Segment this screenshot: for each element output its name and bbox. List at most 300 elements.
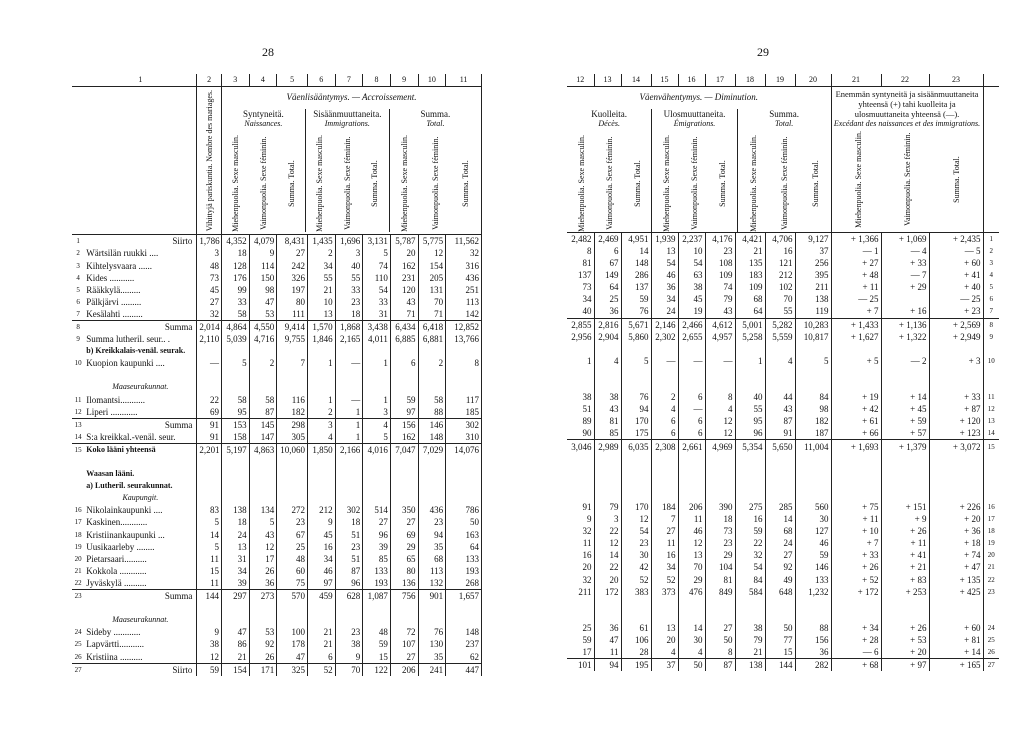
value-cell xyxy=(446,480,482,492)
value-cell: — 2 xyxy=(881,355,929,367)
table-row xyxy=(567,355,999,367)
value-cell: 20 xyxy=(651,634,678,646)
value-cell: 53 xyxy=(249,626,277,638)
value-cell: 3 xyxy=(363,406,391,419)
value-cell: 237 xyxy=(446,638,482,650)
table-row xyxy=(567,318,999,331)
table-row xyxy=(567,367,999,379)
value-cell: 5,671 xyxy=(621,318,651,331)
table-row xyxy=(567,403,999,415)
value-cell: + 28 xyxy=(831,634,881,646)
row-label: Pietarsaari.......... xyxy=(84,553,197,565)
value-cell: 70 xyxy=(335,663,363,676)
value-cell xyxy=(390,345,418,357)
value-cell xyxy=(765,379,795,391)
value-cell: 1,696 xyxy=(335,235,363,248)
value-cell: 1,232 xyxy=(795,586,831,598)
value-cell: + 45 xyxy=(881,403,929,415)
row-label xyxy=(84,456,197,468)
row-label: Siirto xyxy=(84,235,197,248)
total-group: Summa. Total. Miehenpuolia. Sexe masculin. Vaimonpuolia. Sexe féminin. Summa. Total. xyxy=(400,109,471,232)
value-cell: 2,201 xyxy=(197,443,222,456)
value-cell: 70 xyxy=(418,296,446,308)
table-row xyxy=(567,610,999,622)
value-cell xyxy=(567,367,594,379)
value-cell: 29 xyxy=(705,549,735,561)
value-cell: + 2,949 xyxy=(929,331,983,343)
value-cell: 19 xyxy=(678,305,705,318)
value-cell xyxy=(705,379,735,391)
row-label: Sideby ............ xyxy=(84,626,197,638)
value-cell: 2,655 xyxy=(678,331,705,343)
value-cell: 4,016 xyxy=(363,443,391,456)
value-cell xyxy=(418,602,446,614)
value-cell: 76 xyxy=(621,391,651,403)
value-cell xyxy=(363,480,391,492)
table-row xyxy=(567,598,999,610)
value-cell xyxy=(881,598,929,610)
table-row xyxy=(72,589,482,602)
row-number: 7 xyxy=(76,309,80,318)
value-cell xyxy=(678,367,705,379)
value-cell: + 3 xyxy=(929,355,983,367)
value-cell xyxy=(335,468,363,480)
value-cell: 182 xyxy=(277,406,308,419)
value-cell: 2,302 xyxy=(651,331,678,343)
value-cell: 12 xyxy=(705,427,735,440)
value-cell: 70 xyxy=(678,561,705,573)
value-cell: 2,014 xyxy=(197,320,222,333)
row-number: 19 xyxy=(74,542,82,551)
value-cell: — 1 xyxy=(831,245,881,257)
value-cell: 297 xyxy=(221,589,249,602)
row-number: 19 xyxy=(987,539,995,548)
value-cell xyxy=(651,598,678,610)
value-cell xyxy=(197,492,222,504)
value-cell: 514 xyxy=(363,504,391,516)
value-cell: 117 xyxy=(446,393,482,405)
value-cell: 176 xyxy=(221,272,249,284)
column-numbers xyxy=(72,74,482,87)
value-cell: 84 xyxy=(735,574,765,586)
value-cell: 31 xyxy=(221,553,249,565)
value-cell: 6 xyxy=(678,427,705,440)
value-cell: 85 xyxy=(594,427,621,440)
value-cell: 119 xyxy=(795,305,831,318)
value-cell: 178 xyxy=(277,638,308,650)
value-cell xyxy=(881,453,929,465)
value-cell: + 1,379 xyxy=(881,440,929,453)
row-number: 15 xyxy=(983,440,999,453)
value-cell: 1,657 xyxy=(446,589,482,602)
value-cell xyxy=(831,489,881,501)
value-cell: 32 xyxy=(197,308,222,321)
value-cell: 205 xyxy=(418,272,446,284)
value-cell xyxy=(390,492,418,504)
table-row xyxy=(567,646,999,659)
value-cell xyxy=(735,489,765,501)
row-number: 5 xyxy=(76,285,80,294)
row-number xyxy=(72,614,84,626)
row-label: Summa xyxy=(84,418,197,431)
value-cell: 29 xyxy=(678,574,705,586)
value-cell: 106 xyxy=(621,634,651,646)
value-cell: 59 xyxy=(390,393,418,405)
value-cell xyxy=(705,610,735,622)
value-cell xyxy=(678,465,705,477)
column-number: 13 xyxy=(594,74,621,87)
value-cell: 156 xyxy=(795,634,831,646)
value-cell: 2,466 xyxy=(678,318,705,331)
value-cell: 97 xyxy=(307,577,335,590)
table-row xyxy=(72,357,482,369)
value-cell: + 1,433 xyxy=(831,318,881,331)
row-label: Jyväskylä .......... xyxy=(84,577,197,590)
table-row xyxy=(72,284,482,296)
value-cell xyxy=(446,456,482,468)
row-label: Kihtelysvaara ...... xyxy=(84,259,197,271)
value-cell: + 42 xyxy=(831,403,881,415)
value-cell: + 33 xyxy=(831,549,881,561)
value-cell: 122 xyxy=(363,663,391,676)
table-row xyxy=(567,586,999,598)
value-cell: 7 xyxy=(277,357,308,369)
value-cell: 4 xyxy=(363,418,391,431)
value-cell: + 172 xyxy=(831,586,881,598)
value-cell: 4,951 xyxy=(621,232,651,245)
value-cell: 47 xyxy=(594,634,621,646)
value-cell xyxy=(221,345,249,357)
value-cell: + 20 xyxy=(929,513,983,525)
value-cell: 38 xyxy=(567,391,594,403)
value-cell: 2,855 xyxy=(567,318,594,331)
value-cell: 5,559 xyxy=(765,331,795,343)
value-cell: 4,716 xyxy=(249,333,277,345)
value-cell: 50 xyxy=(765,622,795,634)
value-cell xyxy=(363,369,391,381)
value-cell: 1 xyxy=(363,357,391,369)
value-cell: 6 xyxy=(651,427,678,440)
value-cell: 25 xyxy=(594,293,621,305)
value-cell: 27 xyxy=(390,650,418,663)
value-cell: 46 xyxy=(307,565,335,577)
value-cell: + 1,693 xyxy=(831,440,881,453)
value-cell xyxy=(621,610,651,622)
value-cell: — xyxy=(335,357,363,369)
value-cell: 34 xyxy=(221,565,249,577)
value-cell: 13 xyxy=(651,245,678,257)
row-label: Kides ........... xyxy=(84,272,197,284)
value-cell: 5 xyxy=(197,516,222,528)
value-cell: 51 xyxy=(335,553,363,565)
value-cell: 87 xyxy=(765,415,795,427)
value-cell: 94 xyxy=(418,529,446,541)
table-row xyxy=(72,492,482,504)
value-cell: 109 xyxy=(705,269,735,281)
value-cell: + 11 xyxy=(831,513,881,525)
increase-rows xyxy=(72,235,482,676)
value-cell xyxy=(307,602,335,614)
row-label: S:a kreikkal.-venäl. seur. xyxy=(84,431,197,444)
value-cell: + 2,569 xyxy=(929,318,983,331)
value-cell xyxy=(735,610,765,622)
value-cell xyxy=(735,343,765,355)
value-cell: + 41 xyxy=(881,549,929,561)
value-cell: 10,817 xyxy=(795,331,831,343)
row-number xyxy=(72,468,84,480)
value-cell xyxy=(249,492,277,504)
value-cell: — 4 xyxy=(881,245,929,257)
row-number: 20 xyxy=(987,551,995,560)
row-number: 4 xyxy=(989,271,993,280)
value-cell: — xyxy=(678,403,705,415)
value-cell: 14 xyxy=(765,513,795,525)
value-cell xyxy=(567,610,594,622)
value-cell: 14 xyxy=(594,549,621,561)
table-row xyxy=(72,333,482,345)
immigrations-group: Sisäänmuuttaneita. Immigrations. Miehenpuolia. Sexe masculin. Vaimonpuolia. Sexe féminin. Summa. Total. xyxy=(306,109,390,232)
value-cell: + 18 xyxy=(929,537,983,549)
value-cell: 70 xyxy=(765,293,795,305)
table-row xyxy=(72,320,482,333)
value-cell: 38 xyxy=(335,638,363,650)
value-cell: 50 xyxy=(678,659,705,672)
row-number: 16 xyxy=(74,506,82,515)
value-cell: 21 xyxy=(735,245,765,257)
value-cell xyxy=(678,477,705,489)
value-cell: 34 xyxy=(307,553,335,565)
value-cell: 138 xyxy=(221,504,249,516)
value-cell: + 11 xyxy=(831,281,881,293)
value-cell: 46 xyxy=(795,537,831,549)
value-cell: 50 xyxy=(446,516,482,528)
value-cell: + 26 xyxy=(881,525,929,537)
value-cell: 390 xyxy=(705,501,735,513)
value-cell xyxy=(594,367,621,379)
value-cell: 94 xyxy=(594,659,621,672)
value-cell: — 6 xyxy=(831,646,881,659)
table-row xyxy=(72,431,482,444)
value-cell: 63 xyxy=(678,269,705,281)
value-cell: — 7 xyxy=(881,269,929,281)
value-cell: + 34 xyxy=(831,622,881,634)
value-cell: 37 xyxy=(795,245,831,257)
value-cell: 5 xyxy=(363,247,391,259)
value-cell: 8 xyxy=(705,646,735,659)
value-cell: 21 xyxy=(221,650,249,663)
value-cell xyxy=(446,369,482,381)
table-row xyxy=(72,504,482,516)
value-cell: 436 xyxy=(446,272,482,284)
value-cell: 2 xyxy=(418,357,446,369)
table-row xyxy=(72,516,482,528)
value-cell: 3 xyxy=(594,513,621,525)
value-cell: 136 xyxy=(390,577,418,590)
table-row xyxy=(567,477,999,489)
value-cell: 184 xyxy=(651,501,678,513)
value-cell: 12,852 xyxy=(446,320,482,333)
column-number: 10 xyxy=(418,74,446,87)
value-cell xyxy=(390,381,418,393)
value-cell: 4 xyxy=(678,646,705,659)
value-cell: 2 xyxy=(249,357,277,369)
row-number xyxy=(983,477,999,489)
value-cell: 74 xyxy=(363,259,391,271)
value-cell: 90 xyxy=(567,427,594,440)
value-cell: 5,354 xyxy=(735,440,765,453)
value-cell xyxy=(594,453,621,465)
value-cell xyxy=(795,367,831,379)
value-cell: 134 xyxy=(249,504,277,516)
value-cell: 23 xyxy=(335,541,363,553)
deaths-group: Kuolleita. Décès. Miehenpuolia. Sexe masculin. Vaimonpuolia. Sexe féminin. Summa. Total. xyxy=(567,109,652,232)
value-cell xyxy=(335,456,363,468)
table-row xyxy=(72,247,482,259)
row-label: Maaseurakunnat. xyxy=(84,381,197,393)
value-cell: 162 xyxy=(390,431,418,444)
value-cell xyxy=(594,598,621,610)
value-cell xyxy=(678,598,705,610)
value-cell: 59 xyxy=(735,525,765,537)
value-cell: 113 xyxy=(446,296,482,308)
value-cell: 172 xyxy=(594,586,621,598)
value-cell xyxy=(363,492,391,504)
value-cell: 52 xyxy=(621,574,651,586)
value-cell: 175 xyxy=(621,427,651,440)
row-number: 18 xyxy=(74,530,82,539)
value-cell: 11,562 xyxy=(446,235,482,248)
value-cell: 326 xyxy=(277,272,308,284)
value-cell xyxy=(795,610,831,622)
column-number: 20 xyxy=(795,74,831,87)
value-cell: 20 xyxy=(567,561,594,573)
value-cell: 45 xyxy=(678,293,705,305)
value-cell: 282 xyxy=(795,659,831,672)
row-number: 13 xyxy=(987,417,995,426)
row-number: 3 xyxy=(76,261,80,270)
value-cell: 2 xyxy=(307,406,335,419)
row-number: 13 xyxy=(72,418,84,431)
value-cell: 34 xyxy=(651,293,678,305)
value-cell xyxy=(881,379,929,391)
value-cell: 22 xyxy=(197,393,222,405)
value-cell: 316 xyxy=(446,259,482,271)
value-cell: + 97 xyxy=(881,659,929,672)
value-cell: 256 xyxy=(795,257,831,269)
table-row xyxy=(567,293,999,305)
value-cell: 24 xyxy=(221,529,249,541)
value-cell: 2,110 xyxy=(197,333,222,345)
value-cell: 158 xyxy=(221,431,249,444)
value-cell: 5 xyxy=(221,357,249,369)
value-cell: 310 xyxy=(446,431,482,444)
value-cell xyxy=(678,489,705,501)
row-label: Nikolainkaupunki .... xyxy=(84,504,197,516)
value-cell xyxy=(795,379,831,391)
row-label: Koko lääni yhteensä xyxy=(84,443,197,456)
value-cell xyxy=(621,598,651,610)
value-cell: 51 xyxy=(567,403,594,415)
value-cell: 206 xyxy=(678,501,705,513)
value-cell: 4 xyxy=(307,431,335,444)
value-cell: 22 xyxy=(735,537,765,549)
value-cell: + 66 xyxy=(831,427,881,440)
column-number: 4 xyxy=(249,74,277,87)
column-number: 19 xyxy=(765,74,795,87)
row-number xyxy=(72,381,84,393)
value-cell: 67 xyxy=(277,529,308,541)
value-cell xyxy=(795,598,831,610)
row-number: 9 xyxy=(989,332,993,341)
value-cell: 46 xyxy=(678,525,705,537)
value-cell: 30 xyxy=(621,549,651,561)
value-cell xyxy=(418,614,446,626)
value-cell xyxy=(249,602,277,614)
value-cell: 12 xyxy=(594,537,621,549)
value-cell xyxy=(929,610,983,622)
value-cell: + 14 xyxy=(929,646,983,659)
value-cell: + 1,627 xyxy=(831,331,881,343)
value-cell: 59 xyxy=(363,638,391,650)
value-cell xyxy=(335,492,363,504)
value-cell: 44 xyxy=(765,391,795,403)
value-cell: 15 xyxy=(197,565,222,577)
value-cell: + 151 xyxy=(881,501,929,513)
value-cell: 211 xyxy=(795,281,831,293)
value-cell: + 27 xyxy=(831,257,881,269)
table-row xyxy=(567,232,999,245)
value-cell xyxy=(567,453,594,465)
births-group: Syntyneitä. Naissances. Miehenpuolia. Sexe masculin. Vaimonpuolia. Sexe féminin. Summa. Total. xyxy=(222,109,306,232)
value-cell xyxy=(795,477,831,489)
increase-table xyxy=(72,74,482,676)
value-cell: 36 xyxy=(594,305,621,318)
value-cell: 16 xyxy=(651,549,678,561)
value-cell: 54 xyxy=(678,257,705,269)
value-cell: + 11 xyxy=(881,537,929,549)
value-cell xyxy=(929,379,983,391)
value-cell xyxy=(249,381,277,393)
value-cell: 298 xyxy=(277,418,308,431)
value-cell xyxy=(705,343,735,355)
value-cell: 67 xyxy=(594,257,621,269)
value-cell: + 59 xyxy=(881,415,929,427)
column-number: 9 xyxy=(390,74,418,87)
value-cell: 69 xyxy=(197,406,222,419)
value-cell: 12 xyxy=(705,415,735,427)
value-cell: 5 xyxy=(795,355,831,367)
value-cell: 9 xyxy=(335,650,363,663)
table-row xyxy=(72,381,482,393)
value-cell xyxy=(390,456,418,468)
value-cell: 1,939 xyxy=(651,232,678,245)
value-cell: 206 xyxy=(390,663,418,676)
value-cell xyxy=(363,456,391,468)
value-cell: 1 xyxy=(335,406,363,419)
column-numbers xyxy=(567,74,999,87)
value-cell: — 25 xyxy=(831,293,881,305)
value-cell: 138 xyxy=(795,293,831,305)
value-cell: 85 xyxy=(363,553,391,565)
value-cell xyxy=(651,379,678,391)
row-number: 25 xyxy=(987,636,995,645)
value-cell: 83 xyxy=(197,504,222,516)
row-label: a) Lutheril. seurakunnat. xyxy=(84,480,197,492)
value-cell: 2,956 xyxy=(567,331,594,343)
value-cell: 88 xyxy=(418,406,446,419)
value-cell: 275 xyxy=(735,501,765,513)
value-cell: 54 xyxy=(651,257,678,269)
